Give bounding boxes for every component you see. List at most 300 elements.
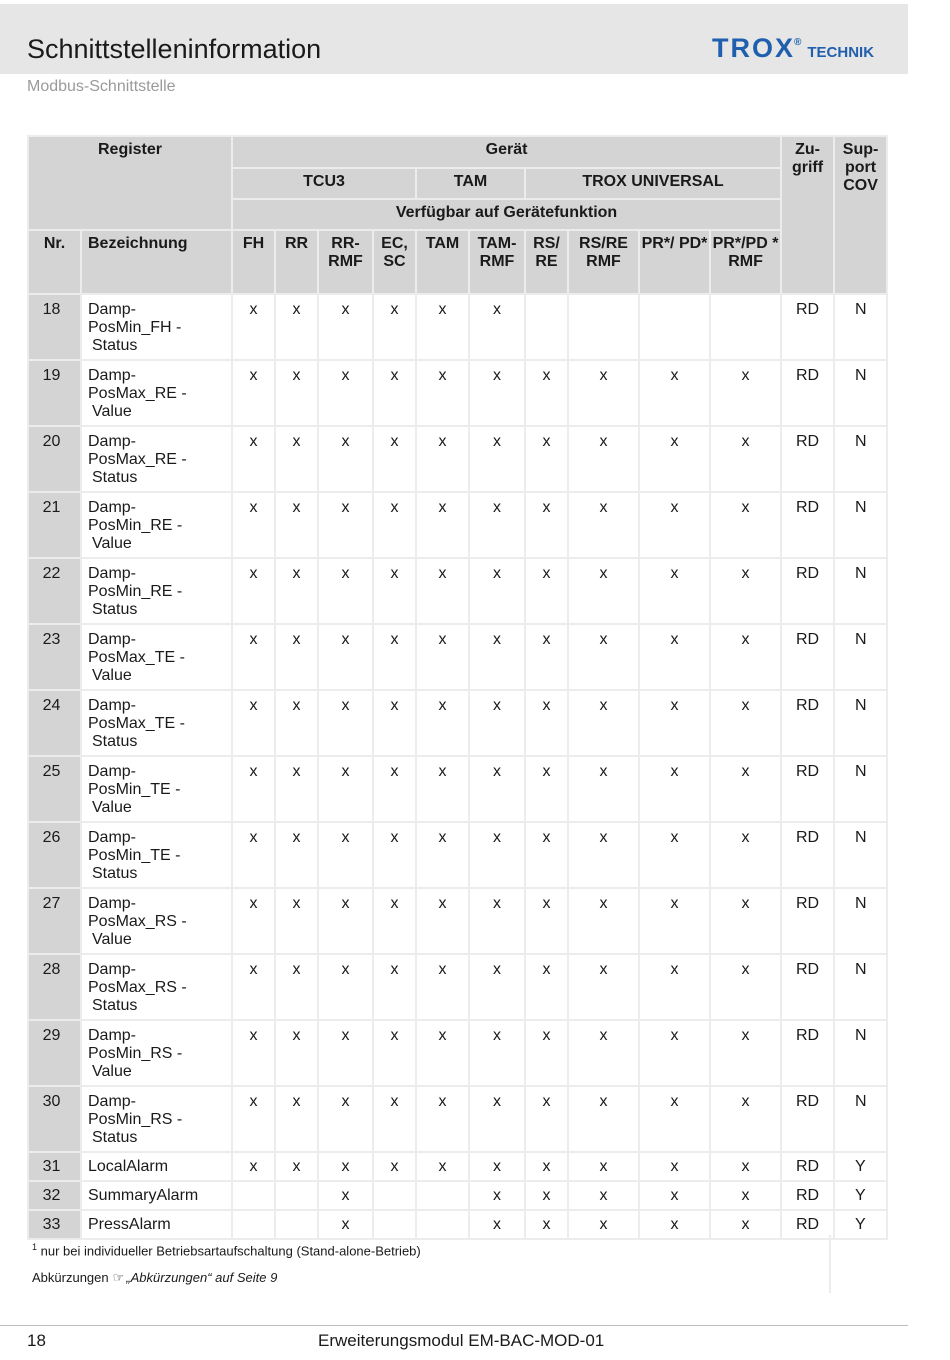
availability-mark: x: [525, 1152, 568, 1181]
availability-mark: x: [275, 1020, 318, 1086]
availability-mark: x: [639, 1210, 710, 1239]
register-name-line: Value: [92, 931, 132, 948]
availability-mark: x: [710, 954, 781, 1020]
register-name-line: Damp-: [88, 895, 137, 912]
availability-mark: x: [416, 954, 469, 1020]
support-cov-value: N: [834, 1086, 887, 1152]
availability-mark: x: [525, 492, 568, 558]
register-name: [81, 1181, 232, 1210]
availability-mark: x: [525, 822, 568, 888]
availability-mark: x: [416, 1020, 469, 1086]
register-number: 33: [28, 1210, 81, 1239]
availability-mark: x: [469, 1181, 525, 1210]
availability-mark: x: [373, 426, 416, 492]
page-header: [0, 4, 908, 74]
header-function: TAM-RMF: [469, 230, 525, 294]
availability-mark: x: [568, 492, 639, 558]
register-name-line: Status: [92, 733, 138, 750]
availability-mark: x: [639, 756, 710, 822]
availability-mark: x: [318, 1152, 373, 1181]
availability-mark: x: [318, 1181, 373, 1210]
availability-mark: x: [469, 1086, 525, 1152]
availability-mark: x: [710, 1086, 781, 1152]
pointing-hand-icon: ☞: [112, 1270, 125, 1285]
table-row: [28, 1086, 887, 1152]
footnote-marker: 1: [32, 1242, 38, 1252]
header-tam: TAM: [416, 168, 525, 199]
header-function: RR: [275, 230, 318, 294]
availability-mark: x: [318, 954, 373, 1020]
availability-mark: x: [232, 426, 275, 492]
register-name-line: Value: [92, 535, 132, 552]
availability-mark: x: [568, 558, 639, 624]
header-trox-universal: TROX UNIVERSAL: [525, 168, 781, 199]
table-row: [28, 360, 887, 426]
availability-mark: x: [469, 426, 525, 492]
availability-mark: x: [373, 888, 416, 954]
availability-mark: x: [232, 1152, 275, 1181]
availability-mark: x: [469, 756, 525, 822]
access-value: RD: [781, 690, 834, 756]
register-name-line: Damp-: [88, 565, 137, 582]
availability-mark: x: [232, 1020, 275, 1086]
availability-mark: x: [639, 1020, 710, 1086]
support-cov-value: N: [834, 888, 887, 954]
header-geraet: Gerät: [232, 136, 781, 168]
availability-mark: x: [710, 426, 781, 492]
availability-mark: x: [318, 888, 373, 954]
register-name: [81, 1210, 232, 1239]
availability-mark: x: [710, 690, 781, 756]
table-row: [28, 558, 887, 624]
register-number: 30: [28, 1086, 81, 1152]
availability-mark: x: [232, 1086, 275, 1152]
table-row: [28, 1181, 887, 1210]
availability-mark: x: [275, 690, 318, 756]
table-row: [28, 426, 887, 492]
register-number: 23: [28, 624, 81, 690]
availability-mark: x: [275, 756, 318, 822]
header-function: PR*/ PD*: [639, 230, 710, 294]
access-value: RD: [781, 822, 834, 888]
access-value: RD: [781, 294, 834, 360]
header-function: PR*/PD * RMF: [710, 230, 781, 294]
availability-mark: x: [373, 954, 416, 1020]
register-name: [81, 756, 232, 822]
access-value: RD: [781, 1086, 834, 1152]
register-name-line: PressAlarm: [88, 1216, 171, 1233]
register-number: 21: [28, 492, 81, 558]
register-name: [81, 822, 232, 888]
availability-mark: x: [568, 888, 639, 954]
availability-mark: x: [373, 558, 416, 624]
availability-mark: x: [232, 888, 275, 954]
access-value: RD: [781, 360, 834, 426]
register-name-line: PosMax_RE -: [88, 451, 187, 468]
availability-mark: x: [275, 294, 318, 360]
register-name-line: PosMax_TE -: [88, 649, 185, 666]
availability-mark: x: [416, 492, 469, 558]
register-name-line: Damp-: [88, 763, 137, 780]
register-name: [81, 1020, 232, 1086]
register-name: [81, 954, 232, 1020]
register-number: 29: [28, 1020, 81, 1086]
register-name-line: SummaryAlarm: [88, 1187, 199, 1204]
availability-mark: x: [469, 1020, 525, 1086]
document-name: Erweiterungsmodul EM-BAC-MOD-01: [318, 1331, 605, 1350]
register-name-line: Damp-: [88, 961, 137, 978]
register-name-line: Value: [92, 403, 132, 420]
availability-mark: x: [568, 1181, 639, 1210]
register-name-line: PosMin_RS -: [88, 1111, 183, 1128]
availability-mark: x: [525, 756, 568, 822]
availability-mark: x: [373, 756, 416, 822]
support-cov-value: Y: [834, 1181, 887, 1210]
availability-mark: [275, 1210, 318, 1239]
register-number: 27: [28, 888, 81, 954]
availability-mark: x: [469, 492, 525, 558]
availability-mark: x: [275, 1152, 318, 1181]
availability-mark: [275, 1181, 318, 1210]
availability-mark: x: [275, 954, 318, 1020]
access-value: RD: [781, 558, 834, 624]
availability-mark: x: [639, 888, 710, 954]
availability-mark: x: [525, 690, 568, 756]
table-row: [28, 294, 887, 360]
availability-mark: x: [525, 426, 568, 492]
availability-mark: x: [710, 756, 781, 822]
register-number: 26: [28, 822, 81, 888]
register-name-line: LocalAlarm: [88, 1158, 169, 1175]
availability-mark: x: [416, 1152, 469, 1181]
register-name-line: Damp-: [88, 367, 137, 384]
section-subtitle: Modbus-Schnittstelle: [27, 78, 176, 95]
access-value: RD: [781, 492, 834, 558]
register-name: [81, 690, 232, 756]
support-cov-value: N: [834, 756, 887, 822]
header-function: RS/RE RMF: [568, 230, 639, 294]
availability-mark: x: [275, 360, 318, 426]
support-cov-value: N: [834, 822, 887, 888]
availability-mark: x: [568, 426, 639, 492]
header-bezeichnung: Bezeichnung: [81, 230, 232, 294]
support-cov-value: N: [834, 954, 887, 1020]
register-name-line: Damp-: [88, 301, 137, 318]
availability-mark: x: [373, 1152, 416, 1181]
access-value: RD: [781, 954, 834, 1020]
availability-mark: x: [232, 954, 275, 1020]
register-name-line: Damp-: [88, 697, 137, 714]
header-zugriff: Zu-griff: [781, 136, 834, 294]
footnote-text: nur bei individueller Betriebsartaufschaltung (Stand-alone-Betrieb): [37, 1243, 421, 1259]
availability-mark: x: [232, 624, 275, 690]
availability-mark: x: [568, 1152, 639, 1181]
availability-mark: x: [469, 558, 525, 624]
header-function: RR-RMF: [318, 230, 373, 294]
trox-logo: [712, 33, 874, 64]
support-cov-value: N: [834, 624, 887, 690]
access-value: RD: [781, 1210, 834, 1239]
availability-mark: x: [373, 624, 416, 690]
register-name-line: Damp-: [88, 631, 137, 648]
availability-mark: x: [525, 954, 568, 1020]
availability-mark: x: [318, 690, 373, 756]
register-number: 24: [28, 690, 81, 756]
availability-mark: x: [469, 690, 525, 756]
access-value: RD: [781, 1020, 834, 1086]
availability-mark: x: [232, 756, 275, 822]
table-row: [28, 822, 887, 888]
header-verfuegbar: Verfügbar auf Gerätefunktion: [232, 199, 781, 230]
availability-mark: x: [318, 756, 373, 822]
availability-mark: x: [232, 492, 275, 558]
availability-mark: x: [416, 624, 469, 690]
register-number: 31: [28, 1152, 81, 1181]
availability-mark: x: [416, 294, 469, 360]
register-name-line: PosMax_RE -: [88, 385, 187, 402]
support-cov-value: N: [834, 360, 887, 426]
availability-mark: x: [232, 360, 275, 426]
access-value: RD: [781, 1181, 834, 1210]
register-name-line: Status: [92, 1129, 138, 1146]
abbreviations-label: Abkürzungen: [32, 1270, 109, 1285]
availability-mark: x: [710, 1020, 781, 1086]
access-value: RD: [781, 426, 834, 492]
availability-mark: x: [525, 1086, 568, 1152]
abbreviations-reference: [32, 1270, 277, 1286]
register-name: [81, 360, 232, 426]
availability-mark: x: [416, 756, 469, 822]
register-number: 22: [28, 558, 81, 624]
access-value: RD: [781, 756, 834, 822]
table-row: [28, 624, 887, 690]
availability-mark: x: [232, 294, 275, 360]
register-name-line: PosMin_RE -: [88, 517, 183, 534]
availability-mark: x: [568, 1210, 639, 1239]
abbreviations-link[interactable]: „Abkürzungen“ auf Seite 9: [126, 1270, 278, 1285]
availability-mark: x: [710, 492, 781, 558]
register-name-line: Damp-: [88, 433, 137, 450]
availability-mark: x: [416, 888, 469, 954]
availability-mark: x: [275, 1086, 318, 1152]
availability-mark: x: [416, 360, 469, 426]
availability-mark: x: [318, 1020, 373, 1086]
header-nr: Nr.: [28, 230, 81, 294]
availability-mark: x: [416, 822, 469, 888]
availability-mark: x: [318, 360, 373, 426]
availability-mark: x: [469, 954, 525, 1020]
availability-mark: x: [525, 1181, 568, 1210]
table-row: [28, 1020, 887, 1086]
logo-wordmark: TROX: [712, 33, 796, 63]
availability-mark: x: [469, 822, 525, 888]
availability-mark: [525, 294, 568, 360]
register-name: [81, 426, 232, 492]
availability-mark: [373, 1181, 416, 1210]
availability-mark: x: [639, 492, 710, 558]
register-number: 25: [28, 756, 81, 822]
availability-mark: x: [639, 690, 710, 756]
availability-mark: x: [710, 558, 781, 624]
table-row: [28, 1210, 887, 1239]
availability-mark: x: [416, 690, 469, 756]
access-value: RD: [781, 1152, 834, 1181]
availability-mark: x: [639, 558, 710, 624]
register-name-line: PosMin_RS -: [88, 1045, 183, 1062]
availability-mark: x: [232, 558, 275, 624]
header-function: FH: [232, 230, 275, 294]
availability-mark: x: [416, 426, 469, 492]
table-row: [28, 954, 887, 1020]
availability-mark: x: [318, 294, 373, 360]
availability-mark: x: [373, 294, 416, 360]
availability-mark: x: [373, 360, 416, 426]
availability-mark: x: [318, 426, 373, 492]
availability-mark: x: [469, 1152, 525, 1181]
availability-mark: x: [525, 1020, 568, 1086]
availability-mark: x: [469, 624, 525, 690]
availability-mark: x: [469, 888, 525, 954]
availability-mark: [416, 1210, 469, 1239]
access-value: RD: [781, 888, 834, 954]
availability-mark: x: [416, 1086, 469, 1152]
availability-mark: x: [525, 1210, 568, 1239]
availability-mark: x: [318, 822, 373, 888]
availability-mark: x: [275, 492, 318, 558]
register-name: [81, 888, 232, 954]
support-cov-value: N: [834, 558, 887, 624]
availability-mark: x: [568, 1086, 639, 1152]
availability-mark: x: [373, 492, 416, 558]
register-name-line: Status: [92, 469, 138, 486]
table-row: [28, 690, 887, 756]
register-name-line: Status: [92, 601, 138, 618]
register-name: [81, 1086, 232, 1152]
header-register: Register: [28, 136, 232, 230]
register-name-line: Status: [92, 997, 138, 1014]
logo-subtitle: TECHNIK: [807, 44, 875, 61]
availability-mark: x: [639, 624, 710, 690]
availability-mark: x: [710, 1152, 781, 1181]
availability-mark: x: [639, 954, 710, 1020]
availability-mark: x: [639, 426, 710, 492]
register-number: 18: [28, 294, 81, 360]
register-name-line: PosMax_RS -: [88, 913, 187, 930]
footnote: [32, 1242, 421, 1258]
availability-mark: x: [469, 294, 525, 360]
availability-mark: x: [639, 360, 710, 426]
availability-mark: x: [318, 558, 373, 624]
availability-mark: x: [568, 822, 639, 888]
register-name-line: Damp-: [88, 499, 137, 516]
register-number: 28: [28, 954, 81, 1020]
register-number: 32: [28, 1181, 81, 1210]
availability-mark: x: [710, 360, 781, 426]
support-cov-value: N: [834, 492, 887, 558]
availability-mark: x: [373, 1020, 416, 1086]
availability-mark: [710, 294, 781, 360]
header-function: TAM: [416, 230, 469, 294]
availability-mark: x: [275, 888, 318, 954]
table-row: [28, 1152, 887, 1181]
availability-mark: [373, 1210, 416, 1239]
register-name-line: PosMin_RE -: [88, 583, 183, 600]
register-name-line: PosMin_TE -: [88, 847, 181, 864]
availability-mark: x: [318, 624, 373, 690]
availability-mark: x: [469, 360, 525, 426]
divider: [829, 1235, 831, 1293]
availability-mark: x: [275, 822, 318, 888]
availability-mark: [639, 294, 710, 360]
availability-mark: [568, 294, 639, 360]
availability-mark: x: [525, 558, 568, 624]
availability-mark: x: [568, 690, 639, 756]
header-function: EC, SC: [373, 230, 416, 294]
availability-mark: [232, 1210, 275, 1239]
availability-mark: x: [639, 1152, 710, 1181]
availability-mark: x: [568, 954, 639, 1020]
register-name: [81, 558, 232, 624]
register-name: [81, 294, 232, 360]
availability-mark: x: [232, 822, 275, 888]
availability-mark: x: [710, 624, 781, 690]
support-cov-value: N: [834, 294, 887, 360]
register-name-line: Damp-: [88, 1093, 137, 1110]
logo-registered-mark: ®: [794, 37, 802, 48]
availability-mark: x: [525, 360, 568, 426]
availability-mark: x: [568, 360, 639, 426]
availability-mark: x: [318, 492, 373, 558]
availability-mark: x: [568, 624, 639, 690]
support-cov-value: Y: [834, 1152, 887, 1181]
register-number: 20: [28, 426, 81, 492]
register-name-line: Damp-: [88, 829, 137, 846]
table-row: [28, 756, 887, 822]
availability-mark: x: [568, 1020, 639, 1086]
availability-mark: x: [373, 822, 416, 888]
availability-mark: x: [373, 690, 416, 756]
register-name-line: Value: [92, 667, 132, 684]
register-name-line: PosMax_TE -: [88, 715, 185, 732]
page-number: 18: [27, 1331, 46, 1350]
header-function: RS/ RE: [525, 230, 568, 294]
register-name: [81, 624, 232, 690]
availability-mark: x: [275, 426, 318, 492]
header-tcu3: TCU3: [232, 168, 416, 199]
availability-mark: x: [275, 624, 318, 690]
availability-mark: x: [639, 1181, 710, 1210]
availability-mark: x: [318, 1210, 373, 1239]
register-name-line: PosMin_TE -: [88, 781, 181, 798]
register-number: 19: [28, 360, 81, 426]
access-value: RD: [781, 624, 834, 690]
register-name-line: PosMin_FH -: [88, 319, 182, 336]
availability-mark: x: [373, 1086, 416, 1152]
availability-mark: x: [416, 558, 469, 624]
availability-mark: x: [275, 558, 318, 624]
register-table: [27, 135, 888, 1240]
availability-mark: x: [318, 1086, 373, 1152]
availability-mark: x: [710, 1210, 781, 1239]
register-name: [81, 492, 232, 558]
register-name-line: Status: [92, 337, 138, 354]
register-name: [81, 1152, 232, 1181]
availability-mark: [232, 1181, 275, 1210]
availability-mark: x: [568, 756, 639, 822]
footer-divider: [0, 1325, 908, 1326]
register-name-line: Value: [92, 799, 132, 816]
page-title: Schnittstelleninformation: [27, 34, 322, 64]
